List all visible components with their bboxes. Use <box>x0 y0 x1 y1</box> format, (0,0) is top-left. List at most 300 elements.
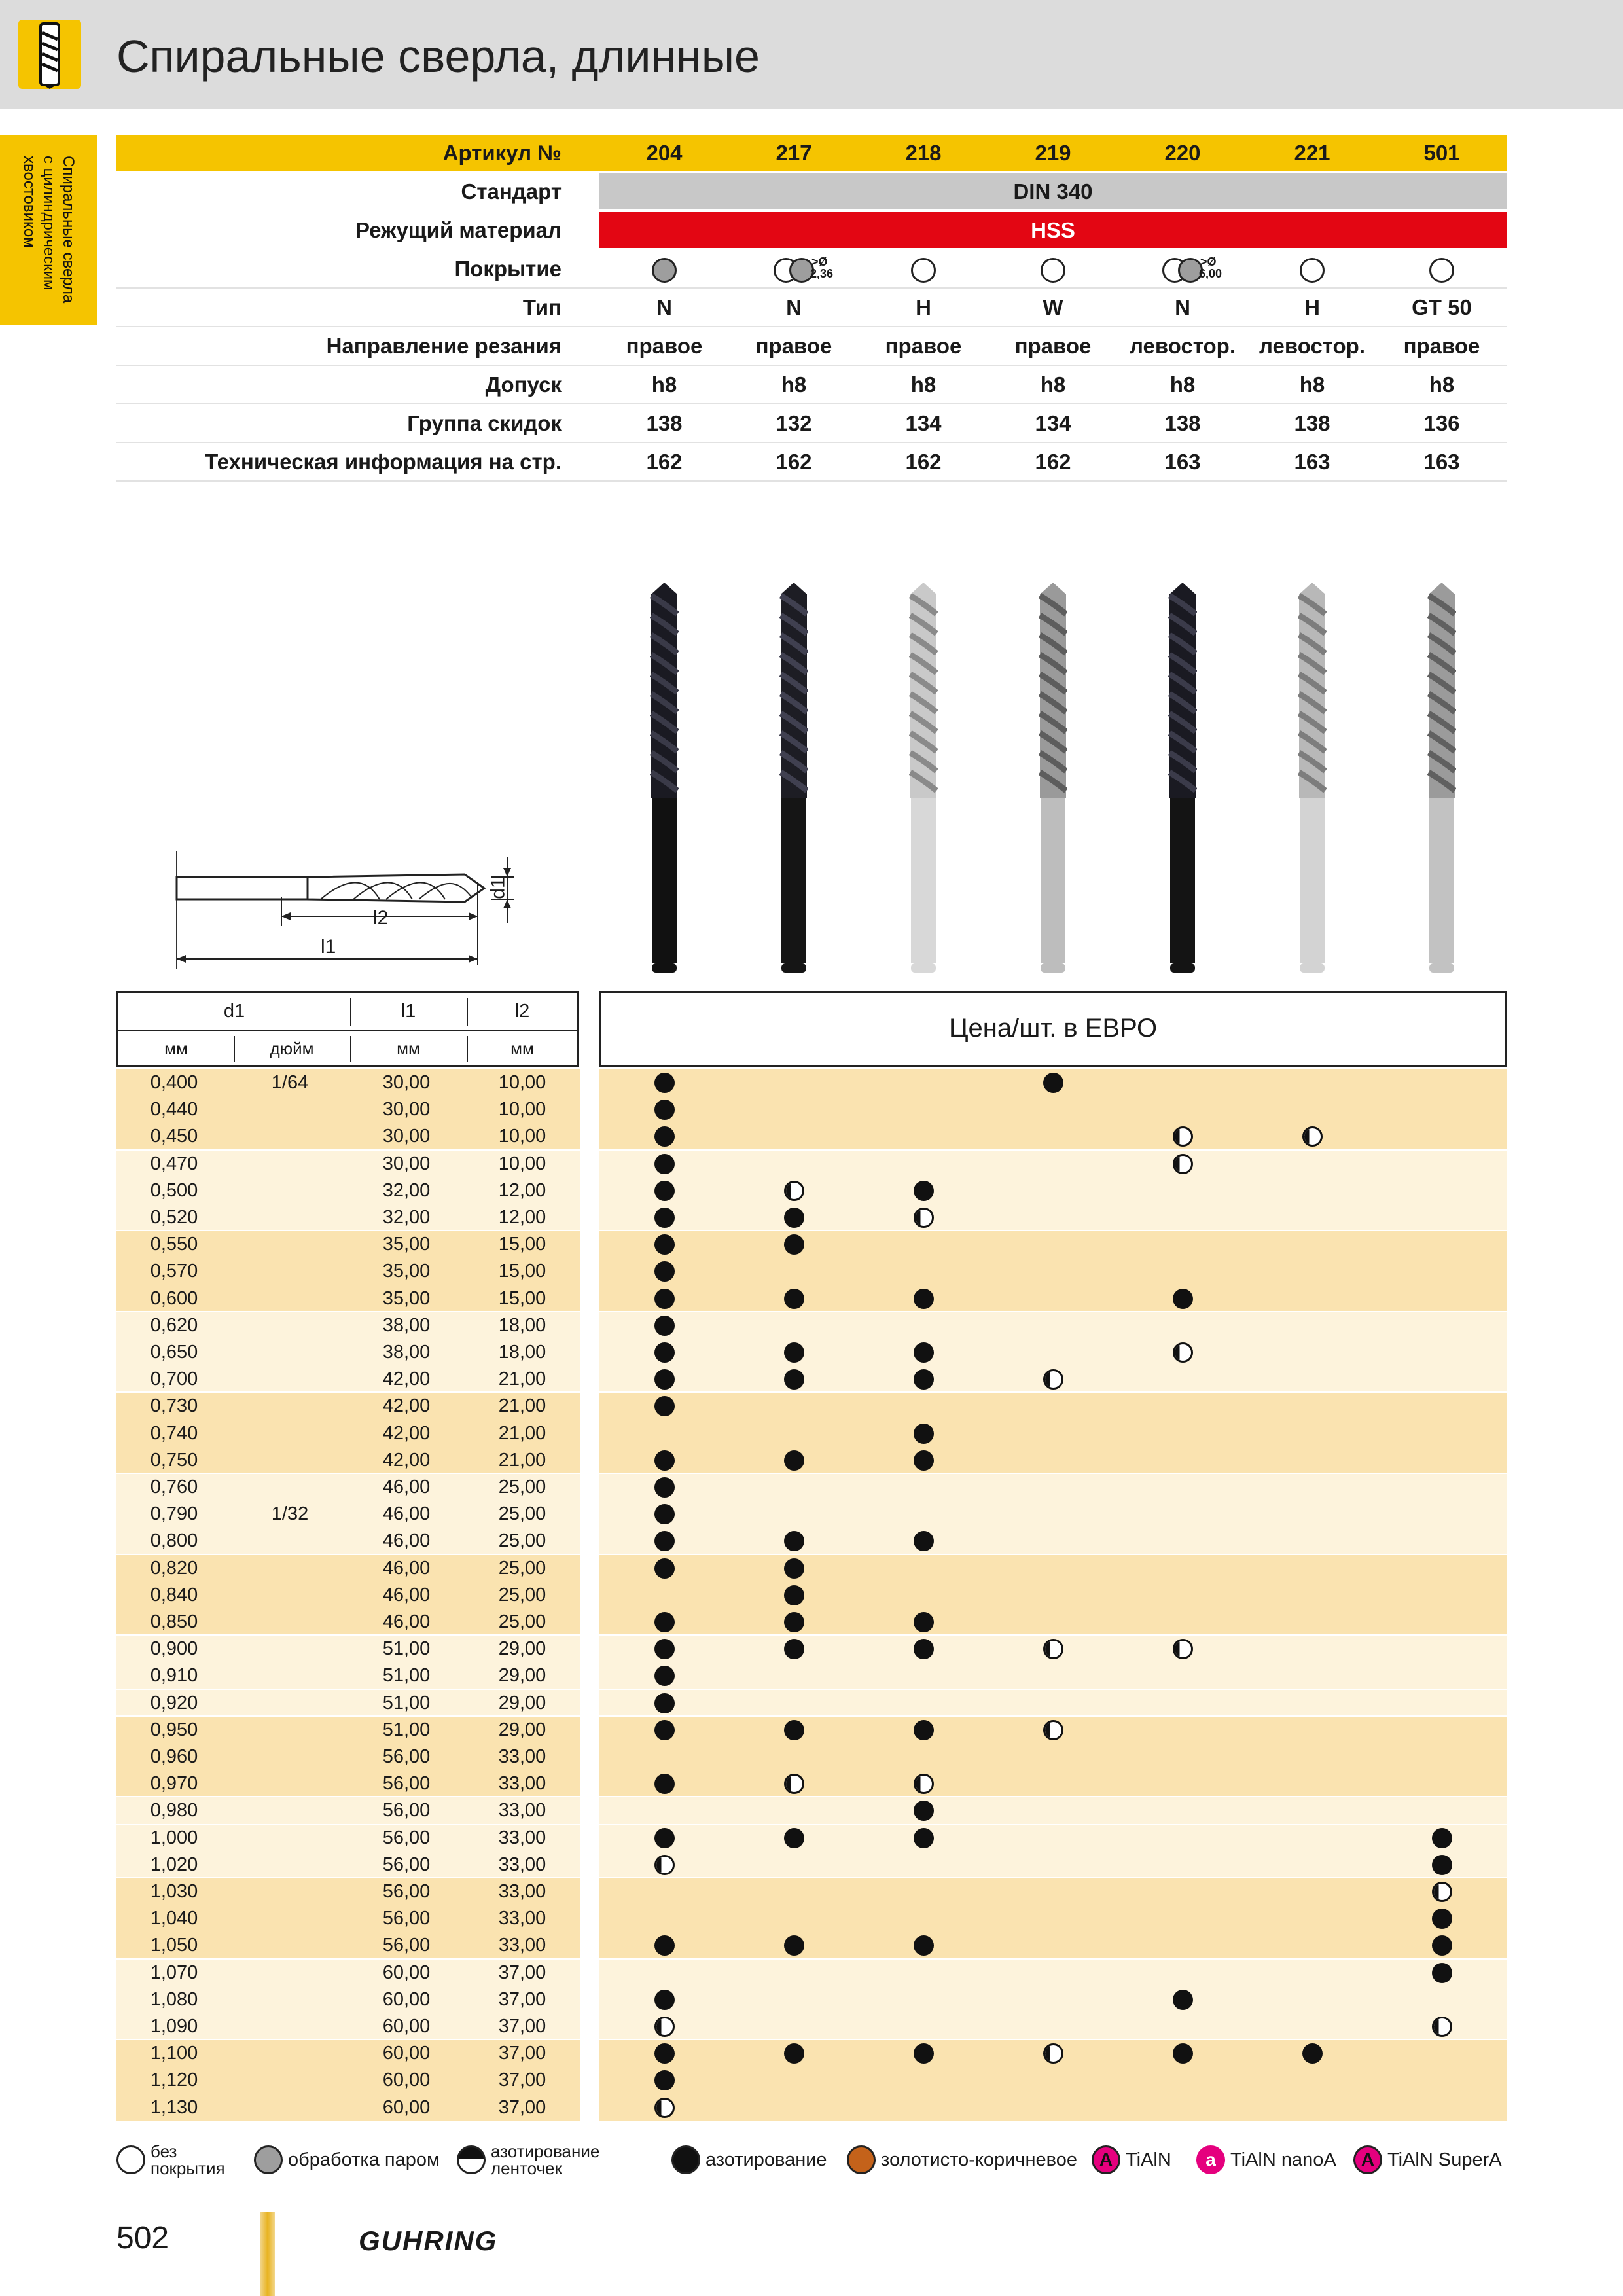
row-rule <box>116 442 1507 443</box>
legend-gold-label: золотисто-коричневое <box>881 2149 1077 2170</box>
cell-d1: 0,850 <box>150 1611 198 1632</box>
on-request-dot-icon <box>1043 2043 1063 2064</box>
table-row <box>116 1096 1507 1123</box>
cell-l1: 56,00 <box>382 1773 431 1794</box>
drill-image <box>779 583 808 978</box>
table-row <box>116 1636 1507 1662</box>
cell-d1: 0,760 <box>150 1477 198 1498</box>
cell-l1: 46,00 <box>382 1503 431 1524</box>
cell-l2: 25,00 <box>498 1611 546 1632</box>
row-bg-right <box>599 1177 1507 1204</box>
ribbon-nitride-icon <box>457 2145 486 2174</box>
cell-inch <box>232 1852 348 1878</box>
tialn-icon: A <box>1092 2145 1120 2174</box>
spec-value: h8 <box>1040 372 1066 397</box>
cell-inch <box>232 1986 348 2013</box>
coating-note: >Ø <box>812 255 828 268</box>
available-dot-icon <box>654 1990 675 2010</box>
cell-l1: 42,00 <box>382 1423 431 1444</box>
cell-inch <box>232 1258 348 1285</box>
drill-image <box>1039 583 1067 978</box>
cell-l1: 46,00 <box>382 1530 431 1551</box>
cell-d1: 0,730 <box>150 1395 198 1416</box>
row-bg-right <box>599 1285 1507 1312</box>
spec-row <box>116 367 1507 403</box>
cell-inch: 1/32 <box>271 1503 309 1524</box>
uncoated-icon <box>911 258 936 283</box>
available-dot-icon <box>914 1935 934 1956</box>
table-row <box>116 1905 1507 1932</box>
cell-l2: 29,00 <box>498 1665 546 1686</box>
spec-value: h8 <box>651 372 677 397</box>
legend-none-line1: без <box>151 2142 177 2161</box>
available-dot-icon <box>654 1666 675 1686</box>
cell-d1: 0,600 <box>150 1288 198 1309</box>
available-dot-icon <box>784 1234 804 1255</box>
on-request-dot-icon <box>1043 1720 1063 1740</box>
spec-row <box>116 289 1507 325</box>
available-dot-icon <box>654 1450 675 1471</box>
spec-label: Техническая информация на стр. <box>205 450 562 474</box>
available-dot-icon <box>1432 1828 1452 1848</box>
available-dot-icon <box>1432 1855 1452 1875</box>
cell-l1: 30,00 <box>382 1126 431 1147</box>
table-row <box>116 1177 1507 1204</box>
cell-d1: 1,020 <box>150 1854 198 1875</box>
row-bg-right <box>599 2067 1507 2094</box>
cell-inch <box>232 1447 348 1474</box>
legend-tialn-label: TiAlN <box>1126 2149 1171 2170</box>
cell-l2: 37,00 <box>498 2016 546 2037</box>
spec-row <box>116 135 1507 171</box>
spec-label: Покрытие <box>454 257 562 281</box>
available-dot-icon <box>654 2070 675 2090</box>
on-request-dot-icon <box>1432 1882 1452 1902</box>
table-row <box>116 1339 1507 1366</box>
cell-d1: 0,520 <box>150 1207 198 1228</box>
available-dot-icon <box>784 1289 804 1309</box>
cell-inch <box>232 2067 348 2094</box>
cell-d1: 1,080 <box>150 1989 198 2010</box>
row-bg-right <box>599 1123 1507 1150</box>
cell-l1: 30,00 <box>382 1099 431 1120</box>
available-dot-icon <box>1432 1963 1452 1983</box>
cell-inch: 1/64 <box>271 1072 309 1093</box>
page-title: Спиральные сверла, длинные <box>116 31 760 82</box>
cell-l1: 56,00 <box>382 1854 431 1875</box>
cell-d1: 1,130 <box>150 2097 198 2118</box>
cell-l2: 29,00 <box>498 1693 546 1713</box>
on-request-dot-icon <box>1432 2017 1452 2037</box>
drill-image <box>650 583 679 978</box>
row-bg-right <box>599 1474 1507 1501</box>
coating-cell <box>1118 251 1247 287</box>
table-row <box>116 1151 1507 1177</box>
spec-value: 219 <box>1035 141 1071 165</box>
available-dot-icon <box>914 1369 934 1390</box>
spec-row <box>116 444 1507 480</box>
available-dot-icon <box>654 1342 675 1363</box>
spec-label: Артикул № <box>442 141 562 165</box>
dim-label-d1: d1 <box>487 877 509 899</box>
on-request-dot-icon <box>654 2017 675 2037</box>
available-dot-icon <box>914 2043 934 2064</box>
header-mm-l1: мм <box>397 1039 420 1058</box>
cell-l1: 51,00 <box>382 1719 431 1740</box>
available-dot-icon <box>1173 1990 1193 2010</box>
cell-l2: 33,00 <box>498 1746 546 1767</box>
cell-l1: 51,00 <box>382 1638 431 1659</box>
cell-l1: 35,00 <box>382 1234 431 1255</box>
cell-d1: 1,030 <box>150 1881 198 1902</box>
cell-d1: 0,570 <box>150 1261 198 1282</box>
spec-label: Направление резания <box>326 334 562 358</box>
available-dot-icon <box>1173 2043 1193 2064</box>
legend-supera-label: TiAlN SuperA <box>1387 2149 1502 2170</box>
spec-value: W <box>1043 295 1063 319</box>
cell-inch <box>232 1770 348 1797</box>
available-dot-icon <box>654 1531 675 1551</box>
cell-d1: 1,000 <box>150 1827 198 1848</box>
cell-l2: 33,00 <box>498 1773 546 1794</box>
cell-d1: 0,550 <box>150 1234 198 1255</box>
spec-value: h8 <box>1299 372 1325 397</box>
table-row <box>116 1878 1507 1905</box>
header-mm: мм <box>164 1039 188 1058</box>
steam-treated-icon <box>254 2145 283 2174</box>
cell-inch <box>232 1582 348 1609</box>
row-bg-right <box>599 1204 1507 1231</box>
available-dot-icon <box>784 1369 804 1390</box>
available-dot-icon <box>654 1289 675 1309</box>
cell-inch <box>232 1528 348 1554</box>
coating-cell <box>599 251 729 287</box>
spec-value: правое <box>1014 334 1092 358</box>
drill-image <box>1427 583 1456 978</box>
available-dot-icon <box>654 1935 675 1956</box>
coating-note: 6,00 <box>1199 267 1222 280</box>
cell-inch <box>232 1636 348 1662</box>
on-request-dot-icon <box>654 1855 675 1875</box>
on-request-dot-icon <box>1043 1369 1063 1390</box>
drill-image <box>1168 583 1197 978</box>
cell-inch <box>232 1474 348 1501</box>
table-row <box>116 1285 1507 1312</box>
page-number: 502 <box>116 2221 169 2255</box>
cell-inch <box>232 1690 348 1717</box>
cell-d1: 1,120 <box>150 2070 198 2090</box>
cell-inch <box>232 1231 348 1258</box>
spec-value: 162 <box>646 450 683 474</box>
legend-none <box>116 2140 225 2179</box>
legend-gold <box>847 2140 1077 2179</box>
cell-d1: 0,960 <box>150 1746 198 1767</box>
cell-l1: 60,00 <box>382 1989 431 2010</box>
table-row <box>116 1986 1507 2013</box>
row-bg-right <box>599 1231 1507 1258</box>
legend-nitride-label: азотирование <box>705 2149 827 2170</box>
cell-inch <box>232 1662 348 1689</box>
drill-dimension-diagram <box>157 844 537 978</box>
available-dot-icon <box>914 1801 934 1821</box>
cell-l2: 29,00 <box>498 1638 546 1659</box>
cell-inch <box>232 1609 348 1636</box>
cell-inch <box>232 1960 348 1986</box>
on-request-dot-icon <box>1043 1639 1063 1659</box>
row-bg-right <box>599 1932 1507 1959</box>
available-dot-icon <box>914 1828 934 1848</box>
on-request-dot-icon <box>1173 1342 1193 1363</box>
table-row <box>116 1717 1507 1744</box>
cell-d1: 0,450 <box>150 1126 198 1147</box>
legend-supera <box>1353 2140 1502 2179</box>
legend-steam-label: обработка паром <box>288 2149 440 2170</box>
available-dot-icon <box>654 1073 675 1093</box>
spec-value: H <box>916 295 931 319</box>
spec-row <box>116 328 1507 364</box>
drill-logo-icon <box>18 20 81 89</box>
cell-l2: 18,00 <box>498 1315 546 1336</box>
available-dot-icon <box>654 1693 675 1713</box>
cell-l1: 56,00 <box>382 1881 431 1902</box>
cell-l2: 33,00 <box>498 1800 546 1821</box>
cell-l2: 10,00 <box>498 1153 546 1174</box>
row-bg-right <box>599 1151 1507 1177</box>
spec-label: Тип <box>522 295 562 319</box>
available-dot-icon <box>784 1639 804 1659</box>
row-bg-right <box>599 1609 1507 1636</box>
cell-d1: 0,910 <box>150 1665 198 1686</box>
side-tab-line: Спиральные сверла <box>60 156 77 304</box>
cell-l2: 21,00 <box>498 1369 546 1390</box>
nitride-icon <box>671 2145 700 2174</box>
uncoated-icon <box>1041 258 1065 283</box>
coating-cell <box>859 251 988 287</box>
tialn-nano-icon: a <box>1196 2145 1225 2174</box>
legend <box>116 2140 1507 2179</box>
spec-value: 204 <box>646 141 683 165</box>
table-row <box>116 1474 1507 1501</box>
row-bg-right <box>599 1825 1507 1852</box>
spec-value: 162 <box>776 450 812 474</box>
spec-row <box>116 212 1507 248</box>
cell-l1: 56,00 <box>382 1908 431 1929</box>
available-dot-icon <box>654 1208 675 1228</box>
available-dot-icon <box>654 1558 675 1579</box>
row-bg-right <box>599 1393 1507 1420</box>
legend-nano <box>1196 2140 1336 2179</box>
row-rule <box>116 480 1507 482</box>
cell-inch <box>232 1878 348 1905</box>
spec-value: 138 <box>1164 411 1201 435</box>
table-row <box>116 1258 1507 1285</box>
row-rule <box>116 326 1507 327</box>
available-dot-icon <box>654 1316 675 1336</box>
legend-nitride <box>671 2140 827 2179</box>
coating-cell <box>1247 251 1377 287</box>
table-row <box>116 1366 1507 1393</box>
spec-value: 218 <box>905 141 942 165</box>
cell-inch <box>232 1123 348 1150</box>
uncoated-icon <box>116 2145 145 2174</box>
available-dot-icon <box>784 1450 804 1471</box>
available-dot-icon <box>784 1935 804 1956</box>
cell-l1: 56,00 <box>382 1746 431 1767</box>
cell-l2: 10,00 <box>498 1072 546 1093</box>
cell-l1: 56,00 <box>382 1935 431 1956</box>
cell-l2: 37,00 <box>498 2097 546 2118</box>
cell-inch <box>232 1366 348 1393</box>
spec-span-value: DIN 340 <box>599 173 1507 209</box>
table-row <box>116 1123 1507 1150</box>
cell-d1: 1,070 <box>150 1962 198 1983</box>
cell-l1: 42,00 <box>382 1395 431 1416</box>
coating-cell <box>729 251 859 287</box>
cell-d1: 0,620 <box>150 1315 198 1336</box>
cell-d1: 0,800 <box>150 1530 198 1551</box>
legend-ribbon-line2: ленточек <box>491 2159 562 2178</box>
on-request-dot-icon <box>784 1774 804 1794</box>
spec-value: N <box>656 295 672 319</box>
cell-l1: 30,00 <box>382 1153 431 1174</box>
spec-label: Допуск <box>485 372 562 397</box>
cell-l2: 33,00 <box>498 1881 546 1902</box>
row-bg-right <box>599 1960 1507 1986</box>
legend-ribbon <box>457 2140 599 2179</box>
available-dot-icon <box>1432 1935 1452 1956</box>
table-row <box>116 1770 1507 1797</box>
row-bg-right <box>599 1096 1507 1123</box>
table-row <box>116 1662 1507 1689</box>
cell-inch <box>232 1177 348 1204</box>
cell-l1: 35,00 <box>382 1288 431 1309</box>
cell-l1: 38,00 <box>382 1315 431 1336</box>
dim-label-l1: l1 <box>321 936 336 958</box>
on-request-dot-icon <box>654 2098 675 2118</box>
on-request-dot-icon <box>914 1208 934 1228</box>
table-row <box>116 1501 1507 1528</box>
spec-value: правое <box>755 334 832 358</box>
row-rule <box>116 403 1507 404</box>
table-row <box>116 1555 1507 1582</box>
table-row <box>116 1312 1507 1339</box>
cell-l1: 60,00 <box>382 2043 431 2064</box>
cell-d1: 0,500 <box>150 1180 198 1201</box>
spec-value: 132 <box>776 411 812 435</box>
available-dot-icon <box>784 1828 804 1848</box>
available-dot-icon <box>654 1504 675 1524</box>
cell-d1: 0,950 <box>150 1719 198 1740</box>
table-row <box>116 1447 1507 1474</box>
cell-l2: 25,00 <box>498 1477 546 1498</box>
uncoated-icon <box>1429 258 1454 283</box>
cell-inch <box>232 1285 348 1312</box>
on-request-dot-icon <box>1173 1154 1193 1174</box>
cell-l1: 46,00 <box>382 1477 431 1498</box>
table-row <box>116 1609 1507 1636</box>
cell-inch <box>232 2040 348 2067</box>
available-dot-icon <box>784 1558 804 1579</box>
table-row <box>116 1393 1507 1420</box>
cell-l2: 33,00 <box>498 1854 546 1875</box>
table-row <box>116 1582 1507 1609</box>
spec-value: N <box>786 295 802 319</box>
spec-value: 221 <box>1294 141 1330 165</box>
dimension-header <box>116 991 579 1067</box>
row-bg-right <box>599 1258 1507 1285</box>
spec-value: 501 <box>1423 141 1460 165</box>
cell-l1: 42,00 <box>382 1450 431 1471</box>
cell-inch <box>232 1312 348 1339</box>
cell-d1: 0,790 <box>150 1503 198 1524</box>
available-dot-icon <box>784 2043 804 2064</box>
cell-inch <box>232 2013 348 2040</box>
steam-coating-icon <box>652 258 677 283</box>
side-tab-text <box>0 135 97 325</box>
cell-l2: 25,00 <box>498 1530 546 1551</box>
available-dot-icon <box>784 1208 804 1228</box>
available-dot-icon <box>1302 2043 1323 2064</box>
available-dot-icon <box>784 1612 804 1632</box>
cell-d1: 0,920 <box>150 1693 198 1713</box>
table-row <box>116 1852 1507 1878</box>
spec-value: 138 <box>1294 411 1330 435</box>
cell-inch <box>232 1204 348 1231</box>
available-dot-icon <box>914 1531 934 1551</box>
cell-l1: 56,00 <box>382 1827 431 1848</box>
cell-l2: 15,00 <box>498 1234 546 1255</box>
spec-row <box>116 251 1507 287</box>
spec-value: 136 <box>1423 411 1460 435</box>
row-bg-right <box>599 1878 1507 1905</box>
footer-accent-bar <box>260 2212 275 2296</box>
spec-value: h8 <box>781 372 807 397</box>
spec-value: GT 50 <box>1412 295 1472 319</box>
cell-l2: 33,00 <box>498 1935 546 1956</box>
gold-brown-icon <box>847 2145 876 2174</box>
available-dot-icon <box>654 1100 675 1120</box>
spec-value: правое <box>626 334 703 358</box>
cell-d1: 1,050 <box>150 1935 198 1956</box>
spec-value: правое <box>885 334 962 358</box>
available-dot-icon <box>1173 1289 1193 1309</box>
on-request-dot-icon <box>1302 1126 1323 1147</box>
spec-value: 163 <box>1164 450 1201 474</box>
available-dot-icon <box>784 1720 804 1740</box>
cell-inch <box>232 1797 348 1824</box>
table-row <box>116 1420 1507 1447</box>
cell-l1: 46,00 <box>382 1558 431 1579</box>
row-bg-right <box>599 1339 1507 1366</box>
available-dot-icon <box>654 1234 675 1255</box>
cell-l1: 60,00 <box>382 2070 431 2090</box>
available-dot-icon <box>784 1531 804 1551</box>
on-request-dot-icon <box>914 1774 934 1794</box>
cell-inch <box>232 1905 348 1932</box>
coating-cell <box>988 251 1118 287</box>
coating-note: 2,36 <box>810 267 834 280</box>
available-dot-icon <box>654 1369 675 1390</box>
cell-d1: 0,700 <box>150 1369 198 1390</box>
available-dot-icon <box>654 1154 675 1174</box>
table-row <box>116 1204 1507 1231</box>
cell-l2: 15,00 <box>498 1288 546 1309</box>
uncoated-icon <box>1300 258 1325 283</box>
row-rule <box>116 365 1507 366</box>
available-dot-icon <box>914 1639 934 1659</box>
available-dot-icon <box>914 1424 934 1444</box>
table-row <box>116 2094 1507 2121</box>
